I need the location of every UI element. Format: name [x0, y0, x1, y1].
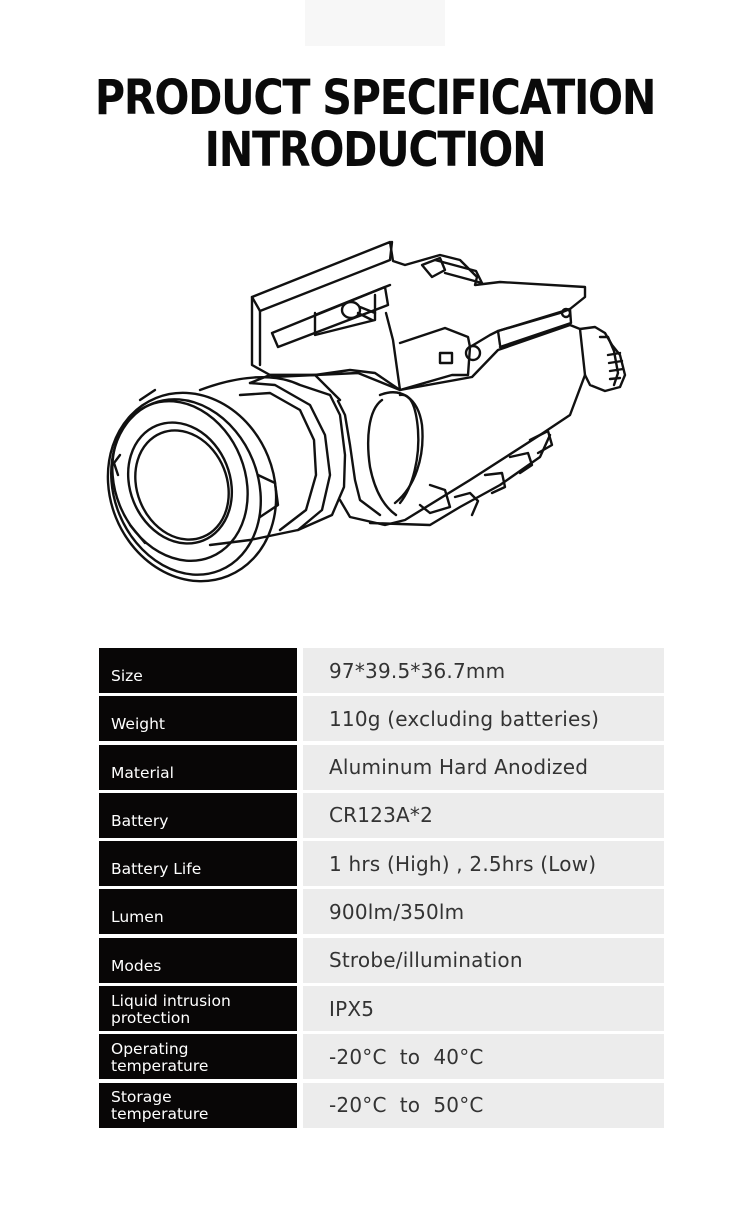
spec-row-battery-life	[99, 841, 664, 886]
title-line-2: INTRODUCTION	[204, 122, 546, 178]
spec-row-modes	[99, 938, 664, 983]
spec-row-operating-temperature	[99, 1034, 664, 1079]
spec-label: Modes	[99, 938, 297, 983]
spec-value: Strobe/illumination	[303, 938, 664, 983]
spec-value: IPX5	[303, 986, 664, 1031]
spec-label: Liquid intrusion protection	[99, 986, 297, 1031]
spec-label: Lumen	[99, 889, 297, 934]
spec-value: -20°C to 50°C	[303, 1083, 664, 1128]
spec-row-weight	[99, 696, 664, 741]
spec-row-size	[99, 648, 664, 693]
spec-row-liquid-intrusion	[99, 986, 664, 1031]
spec-row-storage-temperature	[99, 1083, 664, 1128]
page-title	[53, 72, 698, 176]
spec-label: Battery Life	[99, 841, 297, 886]
spec-value: 900lm/350lm	[303, 889, 664, 934]
spec-value: 110g (excluding batteries)	[303, 696, 664, 741]
spec-value: CR123A*2	[303, 793, 664, 838]
spec-label: Battery	[99, 793, 297, 838]
spec-label: Storage temperature	[99, 1083, 297, 1128]
weapon-light-line-drawing-icon	[100, 225, 660, 615]
spec-label: Weight	[99, 696, 297, 741]
spec-label: Size	[99, 648, 297, 693]
spec-value: 1 hrs (High) , 2.5hrs (Low)	[303, 841, 664, 886]
top-tab-decoration	[305, 0, 445, 46]
spec-value: -20°C to 40°C	[303, 1034, 664, 1079]
spec-row-material	[99, 745, 664, 790]
spec-table	[99, 648, 664, 1131]
spec-row-lumen	[99, 889, 664, 934]
spec-value: 97*39.5*36.7mm	[303, 648, 664, 693]
title-line-1: PRODUCT SPECIFICATION	[94, 70, 656, 126]
spec-label: Operating temperature	[99, 1034, 297, 1079]
spec-row-battery	[99, 793, 664, 838]
spec-value: Aluminum Hard Anodized	[303, 745, 664, 790]
spec-label: Material	[99, 745, 297, 790]
